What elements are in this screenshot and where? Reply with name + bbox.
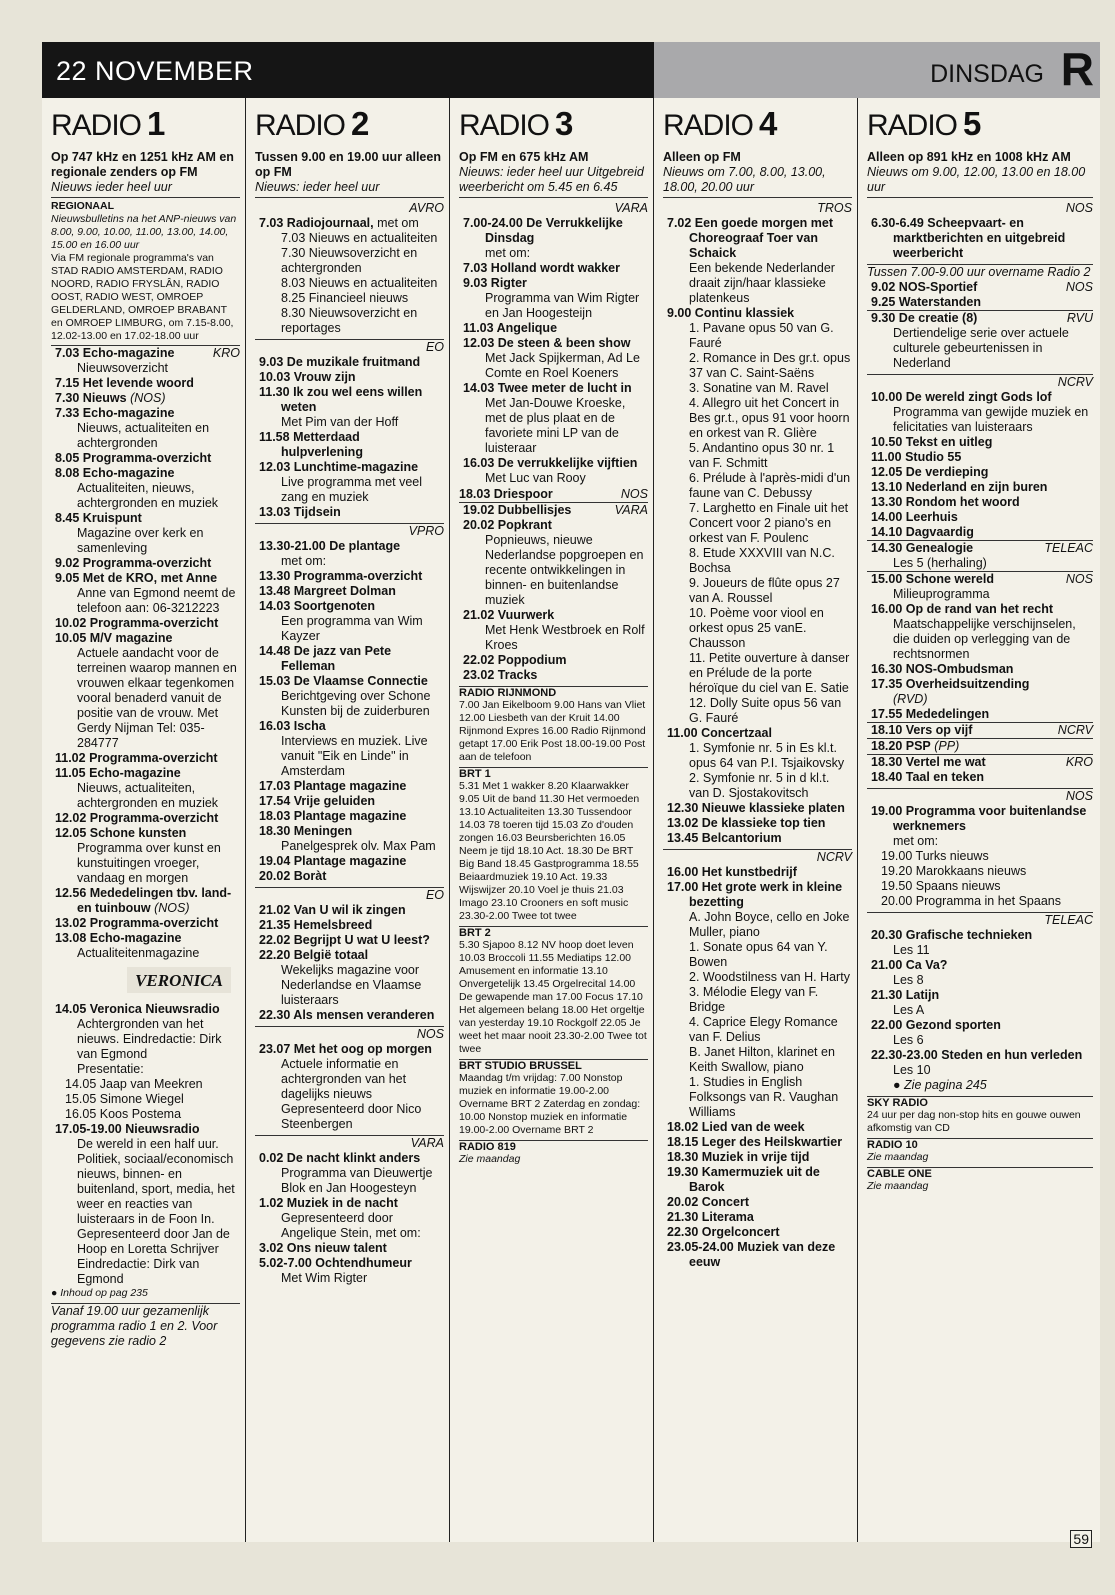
program: 10.50 Tekst en uitleg [871,435,993,449]
program: 21.35 Hemelsbreed [259,918,373,932]
radio1-title: RADIO 1 [51,105,165,142]
program: 12.03 De steen & been show [463,336,631,350]
program: 14.48 De jazz van Pete Felleman [259,644,392,673]
program: 13.02 De klassieke top tien [667,816,826,830]
program: 22.30 Als mensen veranderen [259,1008,435,1022]
station-title: RADIO 819 [459,1140,648,1153]
program: 7.15 Het levende woord [55,376,194,390]
program: NOS 9.02 NOS-Sportief [871,280,1093,294]
program: 12.05 De verdieping [871,465,989,479]
program-desc: Les 8 [893,973,924,987]
program: 22.20 België totaal [259,948,369,962]
program: 13.02 Programma-overzicht [55,916,219,930]
program-desc: 1. Studies in English Folksongs van R. Vaughan Williams [689,1075,839,1119]
radio1-nieuws: Nieuws ieder heel uur [51,180,240,198]
program: 9.03 De muzikale fruitmand [259,355,421,369]
program-desc: Achtergronden van het nieuws. Eindredactie: Dirk van Egmond [77,1017,222,1061]
program: 14.00 Leerhuis [871,510,958,524]
program: 11.03 Angelique [463,321,558,335]
header-bar [42,42,1100,98]
program-desc: Milieuprogramma [893,587,990,601]
radio5-nieuws: Nieuws om 9.00, 12.00, 13.00 en 18.00 uur [867,165,1093,198]
station-text: 24 uur per dag non-stop hits en gouwe ouwen afkomstig van CD [867,1109,1081,1134]
program: 23.02 Tracks [463,668,538,682]
radio3-title: RADIO 3 [459,105,573,142]
program: 0.02 De nacht klinkt anders [259,1151,421,1165]
column-radio3 [450,98,654,1542]
program: 11.58 Metterdaad hulpverlening [259,430,363,459]
program: 11.30 Ik zou wel eens willen weten [259,385,423,414]
program: 11.00 Concertzaal [667,726,772,740]
broadcaster: TROS [817,201,852,215]
program-desc: Les 5 (herhaling) [893,556,987,570]
program-desc: 19.50 Spaans nieuws [881,879,1001,893]
program: 22.02 Begrijpt U wat U leest? [259,933,430,947]
station-text: Zie maandag [867,1180,929,1192]
station-text: 5.31 Met 1 wakker 8.20 Klaarwakker 9.05 Uit de band 11.30 Het vermoeden 13.10 Actualiteiten 13.30 Tussendoor 14.03 78 toeren tijd 15.03 Zo d'ouden zongen 16.03 Beursberichten 16.05 Neem je tijd 18.10 Act. 18.30 De BRT Big Band 18.45 Gastprogramma 18.55 Beiaardmuziek 19.10 Act. 19.33 Wijswijzer 20.10 Voel je thuis 21.03 Imago 23.10 Crooners en soft music 23.30-2.00 Twee tot twee [459,780,640,922]
program: 21.30 Literama [667,1210,754,1224]
radio4-nieuws: Nieuws om 7.00, 8.00, 13.00, 18.00, 20.00 uur [663,165,852,198]
program-desc: Wekelijks magazine voor Nederlandse en Vlaamse luisteraars [281,963,422,1007]
header-date-band [42,42,654,98]
station-text: Maandag t/m vrijdag: 7.00 Nonstop muziek en informatie 19.00-2.00 Overname BRT 2 Zaterdag en zondag: 10.00 Nonstop muziek en informatie 19.00-2.00 Overname BRT 2 [459,1072,641,1136]
program-desc: Maatschappelijke verschijnselen, die duiden op verlegging van de rechtsnormen [893,617,1076,661]
veronica-logo [127,967,231,993]
program-desc: 7.03 Nieuws en actualiteiten [281,231,438,245]
station-text: 7.00 Jan Eikelboom 9.00 Hans van Vliet 12.00 Liesbeth van der Kruit 14.00 Rijnmond Expres 16.00 Radio Rijnmond getapt 17.00 Erik Post 18.00-19.00 Post aan de telefoon [459,699,646,763]
program-desc: Gepresenteerd door Angelique Stein, met om: [281,1211,421,1240]
program: 10.03 Vrouw zijn [259,370,356,384]
program-desc: Magazine over kerk en samenleving [77,526,204,555]
broadcaster: NCRV [867,374,1093,390]
program-desc: Programma van Wim Rigter en Jan Hoogesteijn [485,291,640,320]
info-icon: ● [893,1078,901,1092]
program: 16.00 Op de rand van het recht [871,602,1054,616]
program-desc: 10. Poème voor viool en orkest opus 25 vanE. Chausson [689,606,824,650]
program: 11.05 Echo-magazine [55,766,181,780]
program: TELEAC 14.30 Genealogie [867,540,1093,556]
radio4-title: RADIO 4 [663,105,777,142]
program: 8.45 Kruispunt [55,511,142,525]
program-desc: Programma van Dieuwertje Blok en Jan Hoogesteyn [281,1166,433,1195]
program: 17.54 Vrije geluiden [259,794,376,808]
program-desc: (RVD) [893,692,928,706]
presenter: 16.05 Koos Postema [65,1107,182,1121]
radio4-intro: Alleen op FM [663,150,741,164]
program-desc: 3. Sonatine van M. Ravel [689,381,829,395]
program-desc: 8.03 Nieuws en actualiteiten [281,276,438,290]
program: 9.00 Continu klassiek [667,306,795,320]
program: 18.15 Leger des Heilskwartier [667,1135,843,1149]
program: 19.04 Plantage magazine [259,854,407,868]
program-desc: Les 10 [893,1063,931,1077]
program-desc: 1. Sonate opus 64 van Y. Bowen [689,940,828,969]
program: 23.05-24.00 Muziek van deze eeuw [667,1240,836,1269]
section-letter: R [1060,43,1094,95]
program-desc: met om: [281,554,327,568]
program: 13.30-21.00 De plantage [259,539,401,553]
program-desc: 1. Symfonie nr. 5 in Es kl.t. opus 64 van P.I. Tsjaikovsky [689,741,845,770]
broadcaster: NCRV [663,849,852,865]
radio2-intro: Tussen 9.00 en 19.00 uur alleen op FM [255,150,441,179]
program-desc: Met Jan-Douwe Kroeske, met de plus plaat en de favoriete mini LP van de luisteraar [485,396,626,455]
program-desc: Dertiendelige serie over actuele culturele gebeurtenissen in Nederland [893,326,1069,370]
program: 14.10 Dagvaardig [871,525,974,539]
program: 7.00-24.00 De Verrukkelijke Dinsdag [463,216,623,245]
station-title: BRT 1 [459,767,648,780]
radio2-nieuws: Nieuws: ieder heel uur [255,180,444,198]
program: 19.00 Programma voor buitenlandse werknemers [871,804,1087,833]
program-desc: Live programma met veel zang en muziek [281,475,423,504]
program: KRO 7.03 Echo-magazine [51,345,240,361]
program: 9.02 Programma-overzicht [55,556,212,570]
station-title: BRT STUDIO BRUSSEL [459,1059,648,1072]
header-day-band [654,42,1100,98]
broadcaster: AVRO [409,201,444,215]
program: 20.02 Popkrant [463,518,552,532]
program: 22.00 Gezond sporten [871,1018,1001,1032]
station-title: BRT 2 [459,926,648,939]
program-desc: 1. Pavane opus 50 van G. Fauré [689,321,834,350]
program: 9.25 Waterstanden [871,295,981,309]
program: 16.03 De verrukkelijke vijftien [463,456,638,470]
radio1-regionaal [51,200,240,343]
radio5-note: Tussen 7.00-9.00 uur overname Radio 2 [867,264,1093,280]
program-desc: Met Henk Westbroek en Rolf Kroes [485,623,645,652]
program: 13.30 Rondom het woord [871,495,1020,509]
radio2-title: RADIO 2 [255,105,369,142]
program-desc: Anne van Egmond neemt de telefoon aan: 06-3212223 [77,586,236,615]
program: 14.05 Veronica Nieuwsradio [55,1002,220,1016]
program-desc: Een bekende Nederlander draait zijn/haar klassieke platenkeus [689,261,835,305]
program-desc: Met Luc van Rooy [485,471,586,485]
program: 21.00 Ca Va? [871,958,948,972]
program-desc: Nieuws, actualiteiten en achtergronden [77,421,210,450]
program: 12.03 Lunchtime-magazine [259,460,419,474]
program: 16.30 NOS-Ombudsman [871,662,1014,676]
radio1-note: Vanaf 19.00 uur gezamenlijk programma radio 1 en 2. Voor gegevens zie radio 2 [51,1303,240,1349]
program-desc: 4. Allegro uit het Concert in Bes gr.t., opus 91 voor hoorn en orkest van R. Glière [689,396,850,440]
broadcaster: TELEAC [867,912,1093,928]
program: 10.00 De wereld zingt Gods lof [871,390,1052,404]
program: 1.02 Muziek in de nacht [259,1196,398,1210]
program-desc: Les A [893,1003,925,1017]
program: 12.05 Schone kunsten [55,826,187,840]
program-desc: Programma van gewijde muziek en felicitaties van luisteraars [893,405,1089,434]
header-day: DINSDAG [930,60,1044,88]
program: 18.30 Muziek in vrije tijd [667,1150,810,1164]
program: 20.02 Concert [667,1195,749,1209]
program: 13.48 Margreet Dolman [259,584,396,598]
broadcaster: EO [255,887,444,903]
svg-text:VERONICA: VERONICA [135,971,223,990]
program: 13.45 Belcantorium [667,831,782,845]
program: 17.35 Overheidsuitzending [871,677,1030,691]
program: RVU 9.30 De creatie (8) [867,310,1093,326]
page-number: 59 [1070,1530,1092,1548]
program: 10.02 Programma-overzicht [55,616,219,630]
station-title: RADIO RIJNMOND [459,686,648,699]
program: 9.05 Met de KRO, met Anne [55,571,218,585]
program-desc: Met Wim Rigter [281,1271,368,1285]
program: 19.30 Kamermuziek uit de Barok [667,1165,820,1194]
station-title: CABLE ONE [867,1167,1093,1180]
broadcaster: NOS [255,1026,444,1042]
program-desc: Met Pim van der Hoff [281,415,399,429]
program: 18.03 Plantage magazine [259,809,407,823]
program: 7.30 Nieuws (NOS) [55,391,166,405]
program: 8.05 Programma-overzicht [55,451,212,465]
program: 7.03 Radiojournaal, met om [259,216,419,230]
program-desc: met om: [893,834,939,848]
program: 14.03 Twee meter de lucht in [463,381,632,395]
program: 17.55 Mededelingen [871,707,990,721]
program: 21.02 Vuurwerk [463,608,555,622]
program: 11.02 Programma-overzicht [55,751,218,765]
radio5-intro: Alleen op 891 kHz en 1008 kHz AM [867,150,1071,164]
station-text: Zie maandag [867,1151,929,1163]
radio1-intro: Op 747 kHz en 1251 kHz AM en regionale zenders op FM [51,150,234,179]
program-desc: 2. Romance in Des gr.t. opus 37 van C. Saint-Saëns [689,351,851,380]
program-desc: B. Janet Hilton, klarinet en Keith Swallow, piano [689,1045,835,1074]
program-desc: Interviews en muziek. Live vanuit "Eik en Linde" in Amsterdam [281,734,428,778]
program: 3.02 Ons nieuw talent [259,1241,387,1255]
program-desc: 20.00 Programma in het Spaans [881,894,1061,908]
radio5-title: RADIO 5 [867,105,981,142]
program: 18.02 Lied van de week [667,1120,805,1134]
program: 22.02 Poppodium [463,653,567,667]
program: 7.02 Een goede morgen met Choreograaf Toer van Schaick [667,216,834,260]
tv-guide-page [42,42,1100,1547]
program: 18.40 Taal en teken [871,770,985,784]
program-desc: Programma over kunst en kunstuitingen vroeger, vandaag en morgen [77,841,221,885]
program: 17.00 Het grote werk in kleine bezetting [667,880,843,909]
program-desc: Met Jack Spijkerman, Ad Le Comte en Roel Koeners [485,351,640,380]
program-desc: 11. Petite ouverture à danser en Prélude de la porte héroïque du ciel van E. Satie [689,651,850,695]
presenter: 14.05 Jaap van Meekren [65,1077,203,1091]
program: 6.30-6.49 Scheepvaart- en marktberichten en uitgebreid weerbericht [871,216,1066,260]
program-desc: 8.25 Financieel nieuws [281,291,409,305]
program: 12.30 Nieuwe klassieke platen [667,801,845,815]
program-desc: 2. Woodstilness van H. Harty [689,970,850,984]
program: VARA 19.02 Dubbellisjes [463,503,648,517]
program-desc: Actualiteitenmagazine [77,946,200,960]
broadcaster: NOS [867,788,1093,804]
program: 22.30 Orgelconcert [667,1225,780,1239]
program-desc: Berichtgeving over Schone Kunsten bij de zuiderburen [281,689,431,718]
program-desc: 8.30 Nieuwsoverzicht en reportages [281,306,418,335]
program-desc: Actualiteiten, nieuws, achtergronden en muziek [77,481,219,510]
program: 8.08 Echo-magazine [55,466,175,480]
program: 18.03 Driespoor NOS [459,487,648,501]
program-desc: Een programma van Wim Kayzer [281,614,423,643]
radio3-nieuws: Nieuws: ieder heel uur Uitgebreid weerbericht om 5.45 en 6.45 [459,165,648,198]
station-text: Zie maandag [459,1153,521,1165]
program: 13.03 Tijdsein [259,505,341,519]
header-date: 22 NOVEMBER [56,56,254,86]
program-desc: 7.30 Nieuwsoverzicht en achtergronden [281,246,418,275]
program: NCRV 18.10 Vers op vijf [867,722,1093,738]
program-desc: De wereld in een half uur. Politiek, sociaal/economisch nieuws, binnen- en buitenland, sport, media, het weer en reacties van luisteraars in de Foon In. Gepresenteerd door Jan de Hoop en Loretta Schrijver Eindredactie: Dirk van Egmond [77,1137,235,1286]
broadcaster: NOS [1065,201,1093,215]
broadcaster: VARA [614,201,648,215]
program-desc: 19.20 Marokkaans nieuws [881,864,1027,878]
program-desc: Popnieuws, nieuwe Nederlandse popgroepen en recente ontwikkelingen in binnen- en buitenlandse muziek [485,533,644,607]
program-desc: 9. Joueurs de flûte opus 27 van A. Roussel [689,576,840,605]
program: 13.30 Programma-overzicht [259,569,423,583]
program: 5.02-7.00 Ochtendhumeur [259,1256,412,1270]
column-radio4 [654,98,858,1542]
zie-ref: ● Zie pagina 245 [893,1078,987,1092]
program-desc: met om: [485,246,531,260]
program-desc: 6. Prélude à l'après-midi d'un faune van C. Debussy [689,471,851,500]
program-desc: Nieuws, actualiteiten, achtergronden en muziek [77,781,219,810]
program: 17.05-19.00 Nieuwsradio [55,1122,200,1136]
program-desc: 4. Caprice Elegy Romance van F. Delius [689,1015,838,1044]
program: 18.30 Meningen [259,824,353,838]
program-desc: Les 11 [893,943,930,957]
program-desc: 3. Mélodie Elegy van F. Bridge [689,985,819,1014]
regionaal-text2: Via FM regionale programma's van STAD RADIO AMSTERDAM, RADIO NOORD, RADIO FRYSLÂN, RADIO OOST, RADIO WEST, OMROEP GELDERLAND, OMROEP BRABANT en OMROEP LIMBURG, om 7.15-8.00, 12.02-13.00 en 17.02-18.00 uur [51,252,234,342]
program-desc: 5. Andantino opus 30 nr. 1 van F. Schmitt [689,441,835,470]
program-desc: 12. Dolly Suite opus 56 van G. Fauré [689,696,842,725]
program: 20.02 Boràt [259,869,327,883]
regionaal-title: REGIONAAL [51,200,114,212]
program: 21.30 Latijn [871,988,940,1002]
program: 9.03 Rigter [463,276,527,290]
program: 20.30 Grafische technieken [871,928,1033,942]
presenter: 15.05 Simone Wiegel [65,1092,184,1106]
broadcaster: VARA [255,1135,444,1151]
program: 15.03 De Vlaamse Connectie [259,674,428,688]
program-desc: Nieuwsoverzicht [77,361,169,375]
program: 16.03 Ischa [259,719,326,733]
program-desc: 8. Etude XXXVIII van N.C. Bochsa [689,546,835,575]
broadcaster: EO [255,339,444,355]
program: 16.00 Het kunstbedrijf [667,865,797,879]
program: 14.03 Soortgenoten [259,599,375,613]
column-radio5 [858,98,1098,1542]
program-desc: 7. Larghetto en Finale uit het Concert voor 2 piano's en orkest van F. Poulenc [689,501,849,545]
program-desc: Presentatie: [77,1062,144,1076]
station-title: SKY RADIO [867,1096,1093,1109]
program-desc: Les 6 [893,1033,924,1047]
program-desc: Actuele aandacht voor de terreinen waarop mannen en vrouwen elkaar tegenkomen vooral benaderd vanuit de positie van de vrouw. Met Gerdy Nijman Tel: 035-284777 [77,646,237,750]
radio3-intro: Op FM en 675 kHz AM [459,150,589,164]
program: 11.00 Studio 55 [871,450,962,464]
program: 23.07 Met het oog op morgen [259,1042,432,1056]
program: 10.05 M/V magazine [55,631,173,645]
program: 13.08 Echo-magazine [55,931,182,945]
program: 7.03 Holland wordt wakker [463,261,620,275]
program: KRO 18.30 Vertel me wat [867,754,1093,770]
program: 12.02 Programma-overzicht [55,811,219,825]
program: 22.30-23.00 Steden en hun verleden [871,1048,1083,1062]
station-text: 5.30 Sjapoo 8.12 NV hoop doet leven 10.03 Broccoli 11.55 Mediatips 12.00 Amusement en informatie 13.10 Onvergetelijk 13.45 Orgelrecital 14.00 De gewapende man 17.00 Focus 17.10 Het algemeen belang 18.00 Het orgeltje van yesterday 19.10 Rockgolf 22.05 Je weet het maar nooit 23.30-2.00 Twee tot twee [459,939,647,1055]
regionaal-text: Nieuwsbulletins na het ANP-nieuws van 8.00, 9.00, 10.00, 11.00, 13.00, 14.00, 15.00 en 16.00 uur [51,213,237,251]
program-desc: 19.00 Turks nieuws [881,849,989,863]
program: 21.02 Van U wil ik zingen [259,903,406,917]
program-desc: A. John Boyce, cello en Joke Muller, piano [689,910,850,939]
program: 18.20 PSP (PP) [867,738,1093,754]
program: 7.33 Echo-magazine [55,406,175,420]
column-radio2 [246,98,450,1542]
program-desc: Actuele informatie en achtergronden van het dagelijks nieuws Gepresenteerd door Nico Steenbergen [281,1057,422,1131]
program: 12.56 Mededelingen tbv. land- en tuinbouw (NOS) [55,886,232,915]
station-title: RADIO 10 [867,1138,1093,1151]
program-desc: Panelgesprek olv. Max Pam [281,839,436,853]
program: 13.10 Nederland en zijn buren [871,480,1048,494]
broadcaster: VPRO [255,523,444,539]
column-radio1 [42,98,246,1542]
program: 17.03 Plantage magazine [259,779,407,793]
program: NOS 15.00 Schone wereld [867,571,1093,587]
inhoud-ref: ● Inhoud op pag 235 [51,1287,148,1299]
program-desc: 2. Symfonie nr. 5 in d kl.t. van D. Sjostakovitsch [689,771,830,800]
